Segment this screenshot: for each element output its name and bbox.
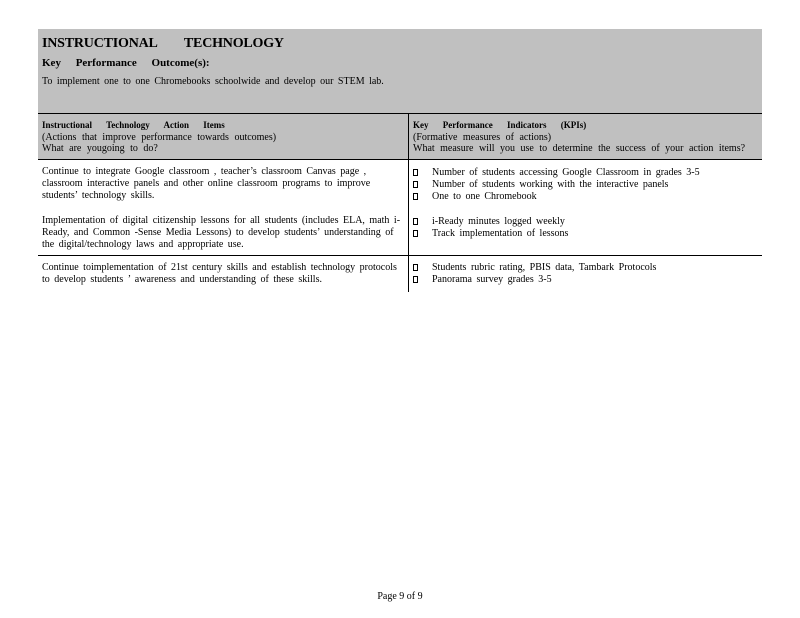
table-row-2-kpis: [413, 262, 758, 286]
table-row-1-kpis-2: [413, 216, 758, 240]
section-title: INSTRUCTIONAL TECHNOLOGY: [42, 36, 284, 51]
table-row-2-actions: [42, 262, 402, 286]
kpi-item: Panorama survey grades 3-5: [413, 274, 758, 286]
action-items-subtitle: (Actions that improve performance towards outcomes): [42, 132, 277, 143]
bullet-box-icon: [413, 264, 418, 271]
kpi-item: Students rubric rating, PBIS data, Tambark Protocols: [413, 262, 758, 274]
kpi-item: Number of students accessing Google Classroom in grades 3-5: [413, 167, 758, 179]
bullet-box-icon: [413, 276, 418, 283]
row-divider: [38, 159, 762, 160]
kpi-title: Key Performance Indicators (KPIs): [413, 120, 587, 130]
kpi-header: [409, 114, 762, 159]
table-row-1-kpis: [413, 167, 758, 203]
action-item: Implementation of digital citizenship lessons for all students (includes ELA, math i-Ready, and Common -Sense Media Lessons) to develop students’ understanding of the digital/technology laws and appropriate use.: [42, 215, 401, 250]
kpo-label: Key Performance Outcome(s):: [42, 57, 210, 69]
kpo-text: To implement one to one Chromebooks schoolwide and develop our STEM lab.: [42, 76, 384, 87]
action-item: Continue toimplementation of 21st century skills and establish technology protocols to develop students ’ awareness and understanding of these skills.: [42, 262, 397, 285]
action-items-header: [38, 114, 408, 159]
kpi-question: What measure will you use to determine the success of your action items?: [413, 143, 746, 154]
bullet-box-icon: [413, 193, 418, 200]
table-row-1-actions-2: [42, 215, 402, 251]
kpi-item: One to one Chromebook: [413, 191, 758, 203]
action-items-title: Instructional Technology Action Items: [42, 120, 225, 130]
bullet-box-icon: [413, 230, 418, 237]
kpi-subtitle: (Formative measures of actions): [413, 132, 552, 143]
page-number: Page 9 of 9: [377, 591, 423, 602]
row-divider: [38, 255, 762, 256]
kpi-item: i-Ready minutes logged weekly: [413, 216, 758, 228]
kpi-item: Number of students working with the interactive panels: [413, 179, 758, 191]
bullet-box-icon: [413, 181, 418, 188]
bullet-box-icon: [413, 218, 418, 225]
column-divider: [408, 114, 409, 292]
bullet-box-icon: [413, 169, 418, 176]
kpi-item: Track implementation of lessons: [413, 228, 758, 240]
table-row-1-actions: [42, 166, 402, 202]
action-item: Continue to integrate Google classroom , teacher’s classroom Canvas page , classroom interactive panels and other online classroom programs to improve students’ technology skills.: [42, 166, 371, 201]
action-items-question: What are yougoing to do?: [42, 143, 158, 154]
section-header: [38, 29, 762, 114]
